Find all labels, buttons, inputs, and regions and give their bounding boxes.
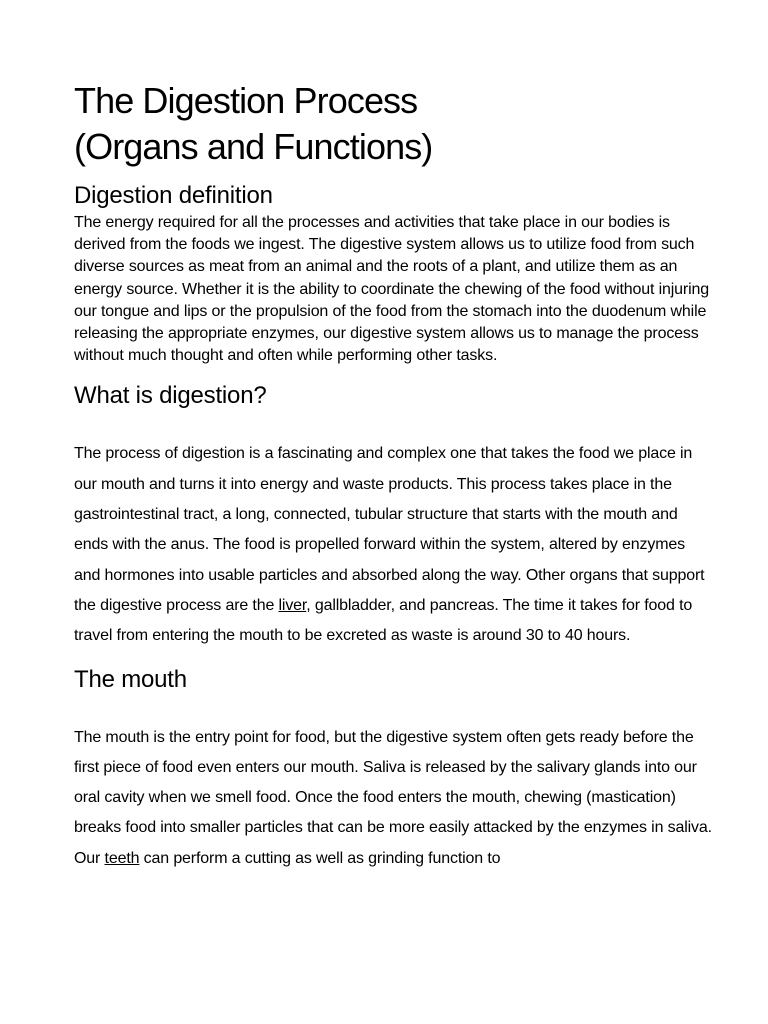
paragraph-digestion-definition: The energy required for all the processes and activities that take place in our bodies is derived from the foods we ingest. The digestive system allows us to utilize food from such diverse sources as meat from an animal and the roots of a plant, and utilize them as an energy source. Whether it is the ability to coordinate the chewing of the food without injuring our tongue and lips or the propulsion of the food from the stomach into the duodenum while releasing the appropriate enzymes, our digestive system allows us to manage the process without much thought and often while performing other tasks. (74, 214, 710, 365)
heading-what-is-digestion: What is digestion? (74, 382, 267, 410)
heading-digestion-definition: Digestion definition (74, 182, 273, 209)
paragraph-text: The mouth is the entry point for food, but the digestive system often gets ready before the first piece of food even enters our mouth. Saliva is released by the salivary glands into our oral cavity when we smell food. Once the food enters the mouth, chewing (mastication) breaks food into smaller particles that can be more easily attacked by the enzymes in saliva. Our (74, 728, 712, 867)
paragraph-text: can perform a cutting as well as grinding function to (139, 849, 501, 867)
liver-link[interactable]: liver (278, 596, 307, 614)
teeth-link[interactable]: teeth (104, 849, 140, 867)
paragraph-the-mouth (74, 723, 714, 874)
title-line-2: (Organs and Functions) (74, 126, 433, 167)
document-content (74, 78, 714, 874)
document-title (74, 78, 714, 170)
paragraph-text: , gallbladder, and pancreas. The time it takes for food to travel from entering the mouth to be excreted as waste is around 30 to 40 hours. (74, 596, 693, 645)
paragraph-what-is-digestion (74, 439, 714, 651)
heading-the-mouth: The mouth (74, 665, 187, 693)
title-line-1: The Digestion Process (74, 80, 418, 121)
paragraph-text: The process of digestion is a fascinating and complex one that takes the food we place in our mouth and turns it into energy and waste products. This process takes place in the gastrointestinal tract, a long, connected, tubular structure that starts with the mouth and ends with the anus. The food is propelled forward within the system, altered by enzymes and hormones into usable particles and absorbed along the way. Other organs that support the digestive process are the (74, 445, 705, 614)
